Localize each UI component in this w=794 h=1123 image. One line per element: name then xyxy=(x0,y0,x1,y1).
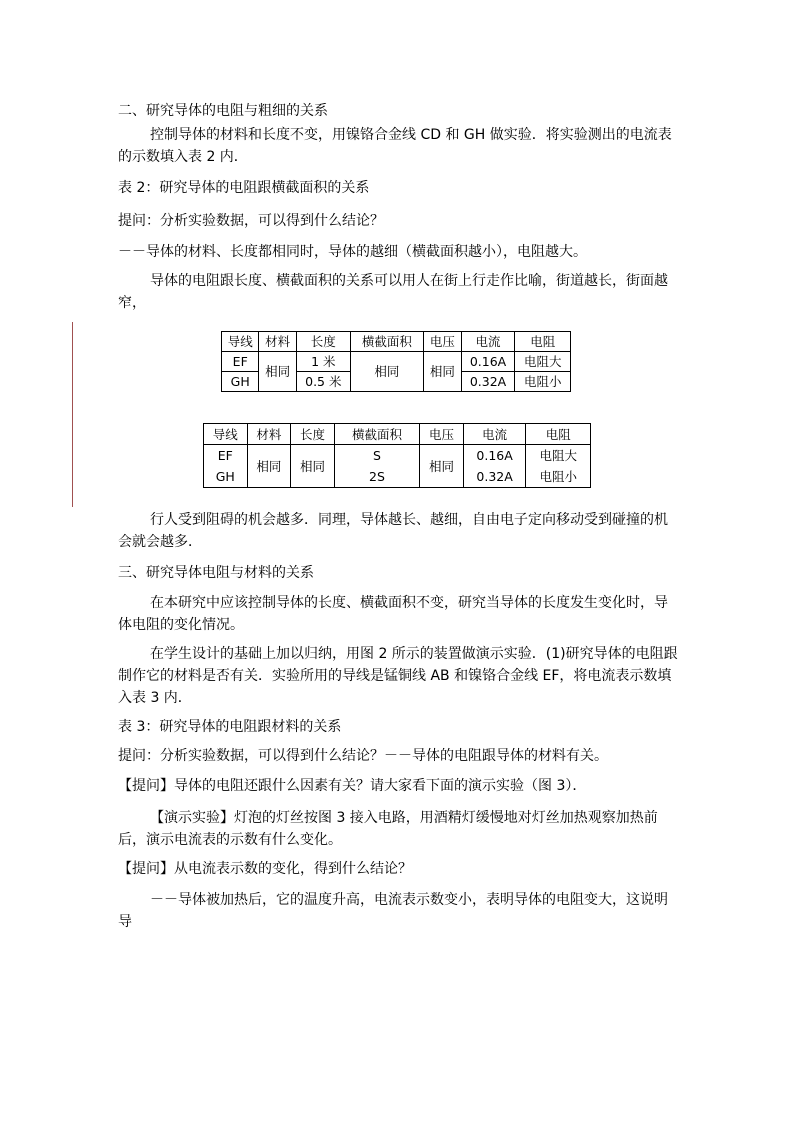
paragraph-demo-experiment: 【演示实验】灯泡的灯丝按图 3 接入电路，用酒精灯缓慢地对灯丝加热观察加热前后，演示电流表的示数有什么变化。 xyxy=(118,810,658,848)
wire-cell: EF xyxy=(222,352,259,372)
resistance-cell: 电阻大 xyxy=(515,352,571,372)
wire-label: EF xyxy=(217,448,233,463)
resistance-value: 电阻大 xyxy=(539,448,577,463)
table3-caption: 表 3：研究导体的电阻跟材料的关系 xyxy=(118,719,342,735)
current-value: 0.16A xyxy=(476,448,513,463)
header-cell: 电压 xyxy=(420,424,464,445)
paragraph-street-analogy: 导体的电阻跟长度、横截面积的关系可以用人在街上行走作比喻，街道越长，街面越窄， xyxy=(118,273,668,311)
question-2: 提问：分析实验数据，可以得到什么结论？－－导体的电阻跟导体的材料有关。 xyxy=(118,748,608,764)
wire-label: GH xyxy=(215,469,235,484)
header-cell: 材料 xyxy=(259,332,296,352)
header-cell: 电压 xyxy=(424,332,461,352)
length-cell: 1 米 xyxy=(296,352,350,372)
current-cell: 0.32A xyxy=(461,372,515,392)
margin-marker-line xyxy=(72,322,73,507)
header-cell: 横截面积 xyxy=(350,332,423,352)
header-cell: 长度 xyxy=(296,332,350,352)
header-cell: 长度 xyxy=(291,424,335,445)
question-1: 提问：分析实验数据，可以得到什么结论？ xyxy=(118,213,384,229)
material-cell: 相同 xyxy=(247,445,291,488)
area-label: 2S xyxy=(369,469,385,484)
header-cell: 横截面积 xyxy=(334,424,419,445)
paragraph-control-variables: 在本研究中应该控制导体的长度、横截面积不变，研究当导体的长度发生变化时，导体电阻的变化情况。 xyxy=(118,595,668,633)
material-cell: 相同 xyxy=(259,352,296,392)
question-3: 【提问】导体的电阻还跟什么因素有关？请大家看下面的演示实验（图 3）． xyxy=(118,778,587,794)
length-cell: 相同 xyxy=(291,445,335,488)
header-cell: 电阻 xyxy=(526,424,591,445)
current-value: 0.32A xyxy=(476,469,513,484)
header-cell: 电流 xyxy=(461,332,515,352)
wire-cell xyxy=(204,445,248,488)
resistance-value: 电阻小 xyxy=(539,469,577,484)
paragraph-thickness-intro: 控制导体的材料和长度不变，用镍铬合金线 CD 和 GH 做实验．将实验测出的电流表的示数填入表 2 内． xyxy=(118,127,672,165)
table-row xyxy=(222,352,571,372)
header-cell: 导线 xyxy=(204,424,248,445)
table-header-row xyxy=(204,424,591,445)
resistance-cell xyxy=(526,445,591,488)
area-label: S xyxy=(373,448,381,463)
voltage-cell: 相同 xyxy=(420,445,464,488)
paragraph-material-experiment: 在学生设计的基础上加以归纳，用图 2 所示的装置做演示实验．(1)研究导体的电阻跟制作它的材料是否有关．实验所用的导线是锰铜线 AB 和镍铬合金线 EF，将电流表示数填入表 3 内． xyxy=(118,646,678,706)
answer-1: －－导体的材料、长度都相同时，导体的越细（横截面积越小），电阻越大。 xyxy=(118,244,587,260)
header-cell: 电流 xyxy=(463,424,526,445)
resistance-cell: 电阻小 xyxy=(515,372,571,392)
wire-cell: GH xyxy=(222,372,259,392)
table-header-row xyxy=(222,332,571,352)
area-cell: 相同 xyxy=(350,352,423,392)
section-heading-2: 二、研究导体的电阻与粗细的关系 xyxy=(118,103,328,119)
section-heading-3: 三、研究导体电阻与材料的关系 xyxy=(118,565,314,581)
question-4: 【提问】从电流表示数的变化，得到什么结论？ xyxy=(118,861,412,877)
header-cell: 导线 xyxy=(222,332,259,352)
table2-caption: 表 2：研究导体的电阻跟横截面积的关系 xyxy=(118,180,370,196)
area-cell xyxy=(334,445,419,488)
table-row xyxy=(204,445,591,488)
resistance-table-1 xyxy=(221,331,571,392)
resistance-table-2 xyxy=(203,423,591,488)
current-cell: 0.16A xyxy=(461,352,515,372)
voltage-cell: 相同 xyxy=(424,352,461,392)
header-cell: 材料 xyxy=(247,424,291,445)
current-cell xyxy=(463,445,526,488)
header-cell: 电阻 xyxy=(515,332,571,352)
length-cell: 0.5 米 xyxy=(296,372,350,392)
paragraph-collision-analogy: 行人受到阻碍的机会越多．同理，导体越长、越细，自由电子定向移动受到碰撞的机会就会越多． xyxy=(118,512,668,550)
answer-4: －－导体被加热后，它的温度升高，电流表示数变小，表明导体的电阻变大，这说明导 xyxy=(118,892,668,930)
